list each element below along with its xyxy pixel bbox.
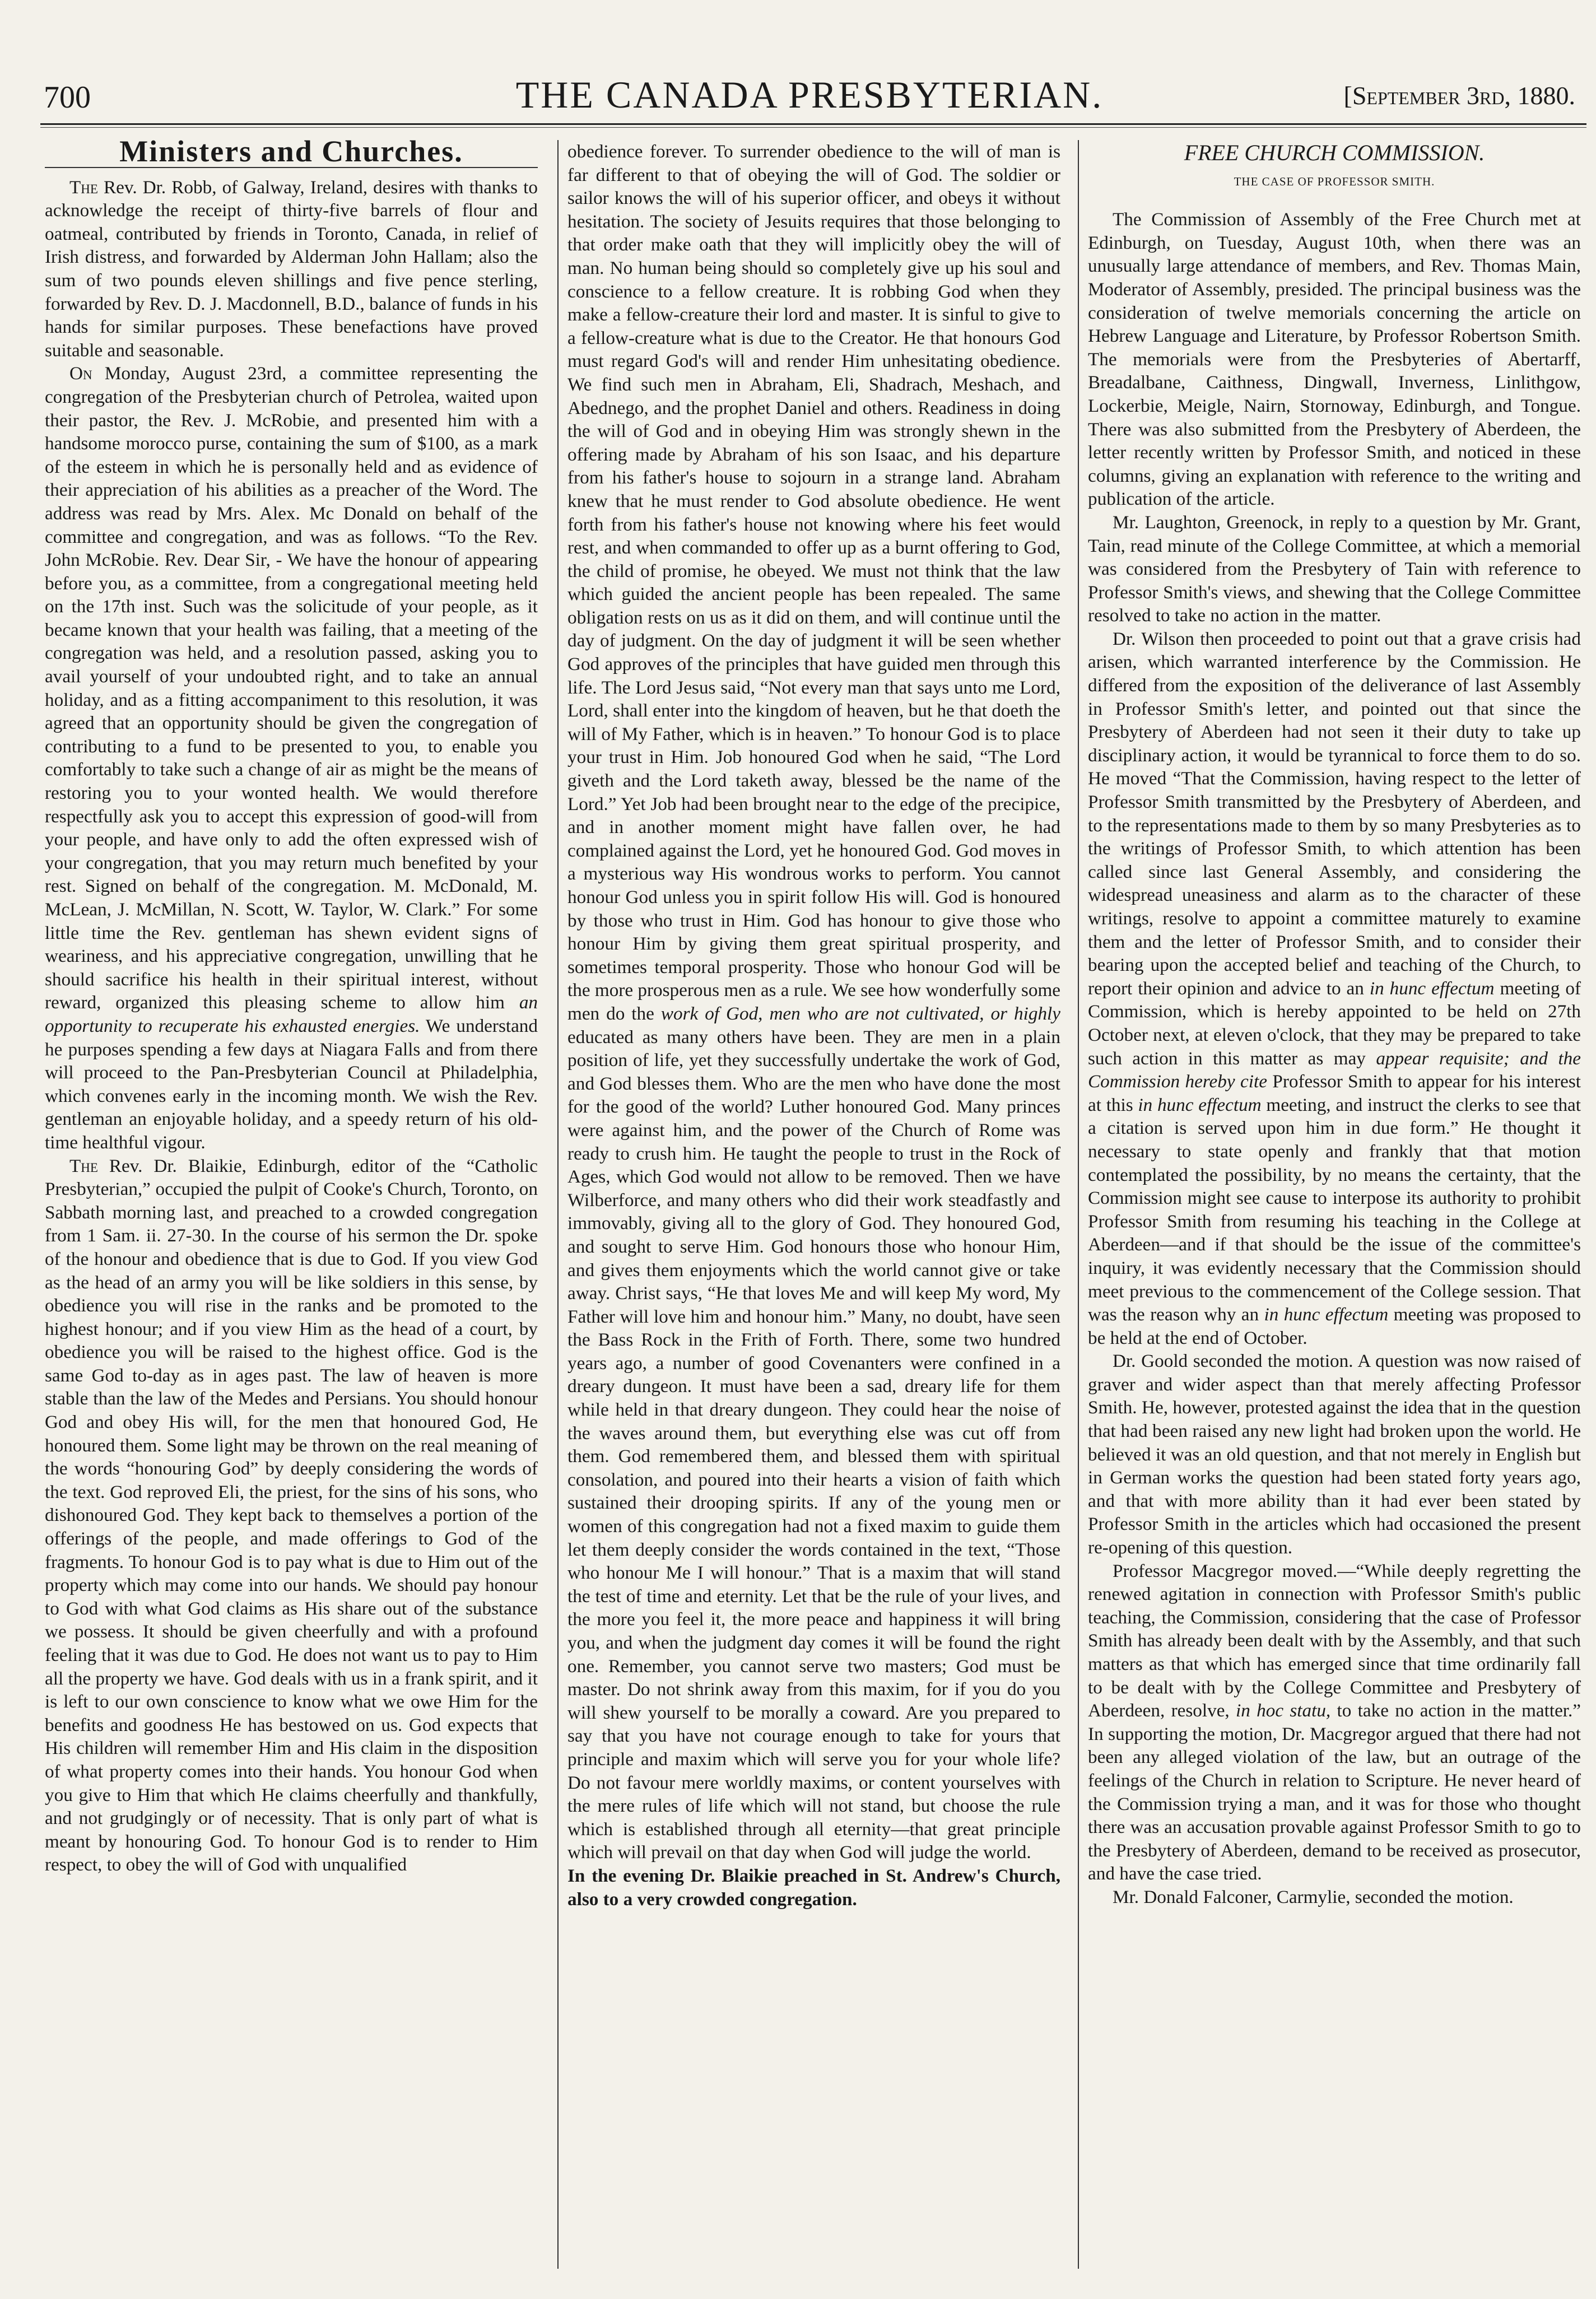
paragraph-text: Professor Macgregor moved.—“While deeply regretting the renewed agitation in connection with Professor Smith's public teaching, the Commission, considering that the case of Professor Smith has already been dealt with by the Assembly, and that such matters as that which has emerged since that time ordinarily fall to be dealt with by the College Committee and Presbytery of Aberdeen, resolve, bbox=[1088, 1560, 1581, 1721]
issue-date: [September 3rd, 1880. bbox=[1343, 81, 1575, 110]
italic-text: appear requisite; and the Commission hereby cite bbox=[1088, 1048, 1581, 1092]
column-divider bbox=[1078, 140, 1079, 2269]
paragraph: The Commission of Assembly of the Free Church met at Edinburgh, on Tuesday, August 10th, when there was an unusually large attendance of members, and Rev. Thomas Main, Moderator of Assembly, presided. The principal business was the consideration of twelve memorials concerning the article on Hebrew Language and Literature, by Professor Robertson Smith. The memorials were from the Presbyteries of Abertarff, Breadalbane, Caithness, Dingwall, Inverness, Linlithgow, Lockerbie, Meigle, Nairn, Stornoway, Edinburgh, and Tongue. There was also submitted from the Presbytery of Aberdeen, the letter recently written by Professor Smith, and noticed in these columns, giving an explanation with reference to the writing and publication of the article. bbox=[1088, 209, 1581, 510]
lead-word: On bbox=[69, 363, 92, 384]
page-header bbox=[34, 73, 1585, 118]
paragraph-text: Dr. Wilson then proceeded to point out that a grave crisis had arisen, which warranted interference by the Commission. He differed from the exposition of the deliverance of last Assembly in Professor Smith's letter, and pointed out that since the Presbytery of Aberdeen had not seen it their duty to take up disciplinary action, it would be tyrannical to force them to do so. He moved “That the Commission, having respect to the letter of Professor Smith transmitted by the Presbytery of Aberdeen, and to the representations made to them by so many Presbyteries as to the writings of Professor Smith, to which attention has been called since last General Assembly, and considering the widespread uneasiness and alarm as to the character of these writings, resolve to appoint a committee maturely to examine them and the letter of Professor Smith, and to consider their bearing upon the accepted belief and teaching of the Church, to report their opinion and advice to an bbox=[1088, 628, 1581, 999]
page-number: 700 bbox=[44, 80, 91, 115]
paragraph-text: educated as many others have been. They are men in a plain position of life, yet they successfully undertake the work of God, and God blesses them. Who are the men who have done the most for the good of the world? Luther honoured God. Many princes were against him, and the power of the Church of Rome was ready to crush him. He taught the people to trust in the Rock of Ages, which God would not allow to be removed. Then we have Wilberforce, and many others who did their work steadfastly and immovably, giving all to the glory of God. They honoured God, and sought to serve Him. God honours those who honour Him, and gives them enjoyments which the world cannot give or take away. Christ says, “He that loves Me and will keep My word, My Father will love him and honour him.” Many, no doubt, have seen the Bass Rock in the Frith of Forth. There, some two hundred years ago, a number of good Covenanters were confined in a dreary dungeon. It must have been a sad, dreary life for them while held in that dreary dungeon. They could hear the noise of the waves around them, but everything else was cut off from them. God remembered them, and blessed them with spiritual consolation, and poured into their hearts a vision of faith which sustained their drooping spirits. If any of the young men or women of this congregation had not a fixed maxim to guide them let them deeply consider the words contained in the text, “Those who honour Me I will honour.” That is a maxim that will stand the test of time and eternity. Let that be the rule of your lives, and the more you feel it, the more peace and happiness it will bring you, and when the judgment day comes it will be found the right one. Remember, you cannot serve two masters; God must be master. Do not shrink away from this maxim, for if you do you will shew yourself to be morally a coward. Are you prepared to say that you have not courage enough to take for yours that principle and maxim which will serve you for your whole life? Do not favour mere worldly maxims, or content yourselves with the mere rules of life which will not stand, but choose the rule which is established through all eternity—that great principle which will prevail on that day when God will judge the world. bbox=[567, 1026, 1060, 1863]
column-1 bbox=[45, 134, 538, 1877]
paragraph-text: obedience forever. To surrender obedience to the will of man is far different to that of obeying the will of God. The soldier or sailor knows the will of his superior officer, and obeys it without hesitation. The society of Jesuits requires that those belonging to that order make oath that they will implicitly obey the will of man. No human being should so completely give up his soul and conscience to a fellow creature. It is robbing God when they make a fellow-creature their lord and master. It is sinful to give to a fellow-creature what is due to the Creator. He that honours God must regard God's will and render Him unhesitating obedience. We find such men in Abraham, Eli, Shadrach, Meshach, and Abednego, and the prophet Daniel and others. Readiness in doing the will of God and in obeying Him was strongly shewn in the offering made by Abraham of his son Isaac, and his departure from his father's house to sojourn in a strange land. Abraham knew that he must render to God absolute obedience. He went forth from his father's house not knowing where his feet would rest, and when commanded to offer up as a burnt offering to God, the child of promise, he obeyed. We must not think that the law which guided the ancient people has been repealed. The same obligation rests on us as it did on them, and will continue until the day of judgment. On the day of judgment it will be seen whether God approves of the principles that have guided men through this life. The Lord Jesus said, “Not every man that says unto me Lord, Lord, shall enter into the kingdom of heaven, but he that doeth the will of My Father, which is in heaven.” To honour God is to place your trust in Him. Job honoured God when he said, “The Lord giveth and the Lord taketh away, blessed be the name of the Lord.” Yet Job had been brought near to the edge of the precipice, and in another moment might have fallen over, he had complained against the Lord, yet he honoured God. God moves in a mysterious way His wondrous works to perform. You cannot honour God unless you in spirit follow His will. God is honoured by those who trust in Him. God has honour to give those who honour Him by giving them great spiritual prosperity, and sometimes temporal prosperity. Those who honour God will be the more prosperous men as a rule. We see how wonderfully some men do the bbox=[567, 141, 1060, 1024]
italic-text: an opportunity to recuperate his exhausted energies. bbox=[45, 992, 538, 1036]
paragraph-text: meeting of Commission, which is hereby appointed to be held on 27th October next, at eleven o'clock, that they may be prepared to take such action in this matter as may bbox=[1088, 978, 1581, 1069]
paragraph-text: Professor Smith to appear for his interest at this bbox=[1088, 1071, 1581, 1115]
paragraph-text: to take no action in the matter.” In supporting the motion, Dr. Macgregor argued that there had not been any alleged violation of the law, but an outrage of the feelings of the Church in relation to Scripture. He never heard of the Commission trying a man, and it was for those who thought there was an accusation provable against Professor Smith to go to the Presbytery of Aberdeen, demand to be received as prosecutor, and have the case tried. bbox=[1088, 1700, 1581, 1884]
italic-text: in hoc statu, bbox=[1236, 1700, 1331, 1721]
paragraph bbox=[1088, 627, 1581, 1349]
italic-text: in hunc effectum bbox=[1138, 1094, 1262, 1115]
paragraph-text: Rev. Dr. Blaikie, Edinburgh, editor of the “Catholic Presbyterian,” occupied the pulpit of Cooke's Church, Toronto, on Sabbath morning last, and preached to a crowded congregation from 1 Sam. ii. 27-30. In the course of his sermon the Dr. spoke of the honour and obedience that is due to God. If you view God as the head of an army you will be like soldiers in this sense, by obedience you will rise in the ranks and be promoted to the highest honour; and if you view Him as the head of a court, by obedience you will be raised to the highest office. God is the same God to-day as in ages past. The law of heaven is more stable than the law of the Medes and Persians. You should honour God and obey His will, for the men that honoured God, He honoured them. Some light may be thrown on the real meaning of the words “honouring God” by deeply considering the words of the text. God reproved Eli, the priest, for the sins of his sons, who dishonoured God. They kept back to themselves a portion of the offerings of the people, and made offerings to God of the fragments. To honour God is to pay what is due to Him out of the property which may come into our hands. We should pay honour to God with what God claims as His share out of the substance we possess. It should be given cheerfully and with a profound feeling that it was due to God. He does not want us to pay to Him all the property we have. God deals with us in a frank spirit, and it is left to our own conscience to know what we owe Him for the benefits and goodness He has bestowed on us. God expects that His children will remember Him and His claim in the disposition of what property comes into their hands. You honour God when you give to Him that which He claims cheerfully and thankfully, and not grudgingly or of necessity. That is only part of what is meant by honouring God. To honour God is to render to Him respect, to obey the will of God with unqualified bbox=[45, 1155, 538, 1876]
article-title: FREE CHURCH COMMISSION. bbox=[1184, 140, 1485, 165]
paragraph-text: meeting was proposed to be held at the end of October. bbox=[1088, 1304, 1581, 1348]
paragraph-text: meeting, and instruct the clerks to see that a citation is served upon him in due form.” He thought it necessary to state openly and frankly that that motion contemplated the possibility, by no means the certainty, that the Commission might see cause to interpose its authority to prohibit Professor Smith from resuming his teaching in the College at Aberdeen—and if that should be the issue of the committee's inquiry, it was evidently necessary that the Commission should meet previous to the commencement of the College session. That was the reason why an bbox=[1088, 1094, 1581, 1325]
paragraph bbox=[45, 176, 538, 362]
lead-word: The bbox=[69, 1155, 98, 1176]
paragraph bbox=[567, 140, 1060, 1864]
paragraph-text: Monday, August 23rd, a committee representing the congregation of the Presbyterian church of Petrolea, waited upon their pastor, the Rev. J. McRobie, and presented him with a handsome morocco purse, containing the sum of $100, as a mark of the esteem in which he is personally held and as evidence of their appreciation of his abilities as a preacher of the Word. The address was read by Mrs. Alex. Mc Donald on behalf of the committee and congregation, and was as follows. “To the Rev. John McRobie. Rev. Dear Sir, - We have the honour of appearing before you, as a committee, from a congregational meeting held on the 17th inst. Such was the solicitude of your people, as it became known that your health was failing, that a meeting of the congregation was held, and a resolution passed, asking you to avail yourself of your undoubted right, and to take an annual holiday, and as a fitting accompaniment to this resolution, it was agreed that an opportunity should be given the congregation of contributing to a fund to be presented to you, to enable you comfortably to take such a change of air as might be the means of restoring you to your wonted health. We would therefore respectfully ask you to accept this expression of good-will from your people, and have only to add the often expressed wish of your congregation, that you may return much benefited by your rest. Signed on behalf of the congregation. M. McDonald, M. McLean, J. McMillan, N. Scott, W. Taylor, W. Clark.” For some little time the Rev. gentleman has shewn evident signs of weariness, and his appreciative congregation, unwilling that he should sacrifice his health in their spiritual interest, without reward, organized this pleasing scheme to allow him bbox=[45, 363, 538, 1013]
lead-word: The bbox=[69, 176, 98, 198]
paragraph bbox=[45, 1155, 538, 1877]
journal-title: THE CANADA PRESBYTERIAN. bbox=[515, 73, 1104, 116]
italic-text: in hunc effectum bbox=[1369, 978, 1495, 999]
column-divider bbox=[557, 140, 559, 2269]
header-rule bbox=[40, 123, 1586, 125]
article-subtitle: THE CASE OF PROFESSOR SMITH. bbox=[1234, 174, 1435, 188]
italic-text: in hunc effectum bbox=[1264, 1304, 1389, 1325]
paragraph: Mr. Laughton, Greenock, in reply to a question by Mr. Grant, Tain, read minute of the College Committee, at which a memorial was considered from the Presbytery of Tain with reference to Professor Smith's views, and shewing that the College Committee resolved to take no action in the matter. bbox=[1088, 511, 1581, 626]
column-3 bbox=[1088, 140, 1581, 1909]
column-2 bbox=[567, 140, 1060, 1911]
paragraph: Mr. Donald Falconer, Carmylie, seconded the motion. bbox=[1113, 1886, 1514, 1907]
section-heading: Ministers and Churches. bbox=[45, 140, 538, 168]
paragraph-text: Rev. Dr. Robb, of Galway, Ireland, desires with thanks to acknowledge the receipt of thirty-five barrels of flour and oatmeal, contributed by friends in Toronto, Canada, in relief of Irish distress, and forwarded by Alderman John Hallam; also the sum of two pounds eleven shillings and five pence sterling, forwarded by Rev. D. J. Macdonnell, B.D., balance of funds in his hands for similar purposes. These benefactions have proved suitable and seasonable. bbox=[45, 176, 538, 361]
paragraph bbox=[1088, 1560, 1581, 1886]
paragraph bbox=[45, 362, 538, 1154]
closing-note: In the evening Dr. Blaikie preached in St. Andrew's Church, also to a very crowded congregation. bbox=[567, 1865, 1060, 1910]
italic-text: work of God, men who are not cultivated, or highly bbox=[660, 1003, 1060, 1024]
paragraph-text: We understand he purposes spending a few days at Niagara Falls and from there will proceed to the Pan-Presbyterian Council at Philadelphia, which convenes early in the incoming month. We wish the Rev. gentleman an enjoyable holiday, and a speedy return of his old-time healthful vigour. bbox=[45, 1015, 538, 1153]
header-rule-thin bbox=[40, 127, 1586, 128]
paragraph: Dr. Goold seconded the motion. A question was now raised of graver and wider aspect than that merely affecting Professor Smith. He, however, protested against the idea that in the question that had been raised any new light had broken upon the world. He believed it was an old question, and that not merely in English but in German works the question had been stated forty years ago, and that with more ability than it had ever been stated by Professor Smith in the articles which had occasioned the present re-opening of this question. bbox=[1088, 1351, 1581, 1558]
